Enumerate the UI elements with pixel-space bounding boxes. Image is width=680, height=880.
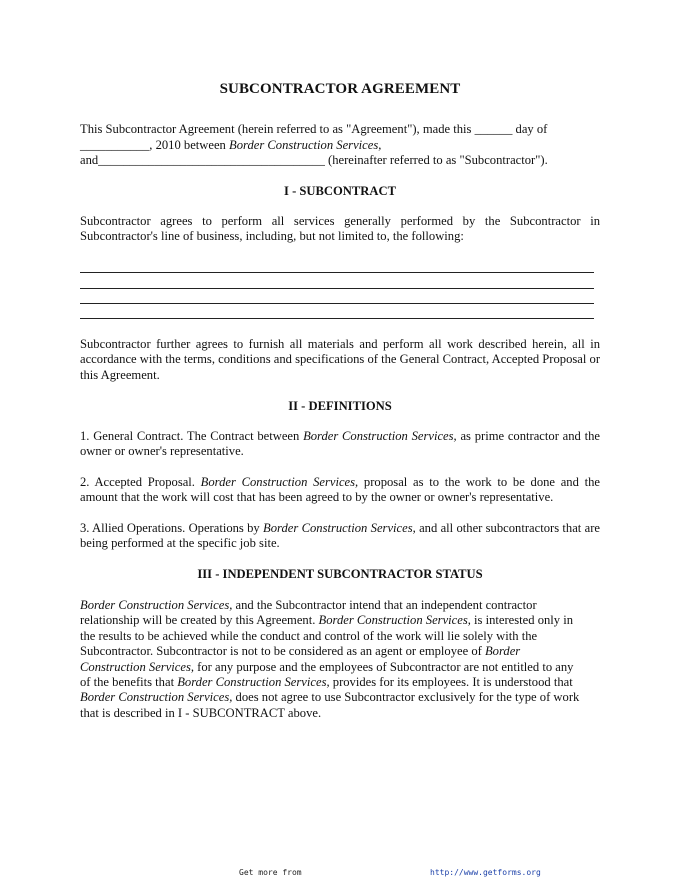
definition-general-contract [80, 429, 600, 460]
independent-status-paragraph [80, 598, 580, 721]
section-heading-independent-status: III - INDEPENDENT SUBCONTRACTOR STATUS [197, 567, 483, 581]
definition-2-lead: 2. Accepted Proposal. [80, 475, 201, 489]
blank-line-2 [80, 288, 594, 289]
definition-allied-operations [80, 521, 600, 552]
blank-line-3 [80, 303, 594, 304]
company-name: Border Construction Services, [80, 690, 233, 705]
definition-accepted-proposal [80, 475, 600, 506]
status-text-5: does not agree to use Subcontractor exclusively for the type of work that is described in I - SUBCONTRACT above. [80, 690, 580, 720]
intro-line-3: and____________________________________ (hereinafter referred to as "Subcontractor"). [80, 153, 548, 167]
intro-line-1: This Subcontractor Agreement (herein referred to as "Agreement"), made this ______ day of [80, 122, 548, 136]
blank-line-4 [80, 318, 594, 319]
company-name: Border Construction Services, [263, 521, 416, 535]
company-name: Border Construction Services, [80, 644, 521, 674]
status-text-2: is interested only in the results to be achieved while the conduct and control of the work will lie solely with the Subcontractor. Subcontractor is not to be considered as an agent or employee of [80, 613, 574, 659]
intro-line-2 [80, 138, 600, 153]
definition-1-lead: 1. General Contract. The Contract between [80, 429, 304, 443]
section-heading-subcontract: I - SUBCONTRACT [284, 184, 396, 198]
company-name: Border Construction Services, [318, 613, 471, 628]
subcontract-paragraph-1: Subcontractor agrees to perform all services generally performed by the Subcontractor in Subcontractor's line of business, including, but not limited to, the following: [80, 214, 600, 244]
definition-3-lead: 3. Allied Operations. Operations by [80, 521, 264, 535]
company-name: Border Construction Services, [303, 429, 457, 443]
company-name: Border Construction Services, [80, 598, 233, 612]
footer-link[interactable]: http://www.getforms.org [430, 868, 541, 877]
status-text-3: for any purpose and the employees of Subcontractor are not entitled to any of the benefits that [80, 659, 574, 690]
company-name: Border Construction Services, [177, 675, 330, 690]
definition-3-rest: and all other subcontractors that are being performed at the specific job site. [80, 521, 600, 551]
section-heading-definitions: II - DEFINITIONS [288, 399, 392, 413]
status-text-1: and the Subcontractor intend that an independent contractor relationship will be created by this Agreement. [80, 598, 537, 628]
status-text-4: provides for its employees. It is understood that [329, 675, 573, 690]
company-name: Border Construction Services, [229, 138, 382, 152]
footer-label: Get more from [239, 868, 302, 877]
blank-line-1 [80, 272, 594, 273]
subcontract-paragraph-2: Subcontractor further agrees to furnish all materials and perform all work described herein, all in accordance with the terms, conditions and specifications of the General Contract, Accepted Proposal or this Agreement. [80, 337, 601, 382]
intro-date-text: ___________, 2010 between [80, 138, 230, 152]
company-name: Border Construction Services, [200, 475, 359, 489]
definition-1-rest: as prime contractor and the owner or owner's representative. [80, 429, 600, 459]
document-title: SUBCONTRACTOR AGREEMENT [219, 81, 461, 97]
definition-2-rest: proposal as to the work to be done and the amount that the work will cost that has been agreed to by the owner or owner's representative. [80, 475, 601, 505]
